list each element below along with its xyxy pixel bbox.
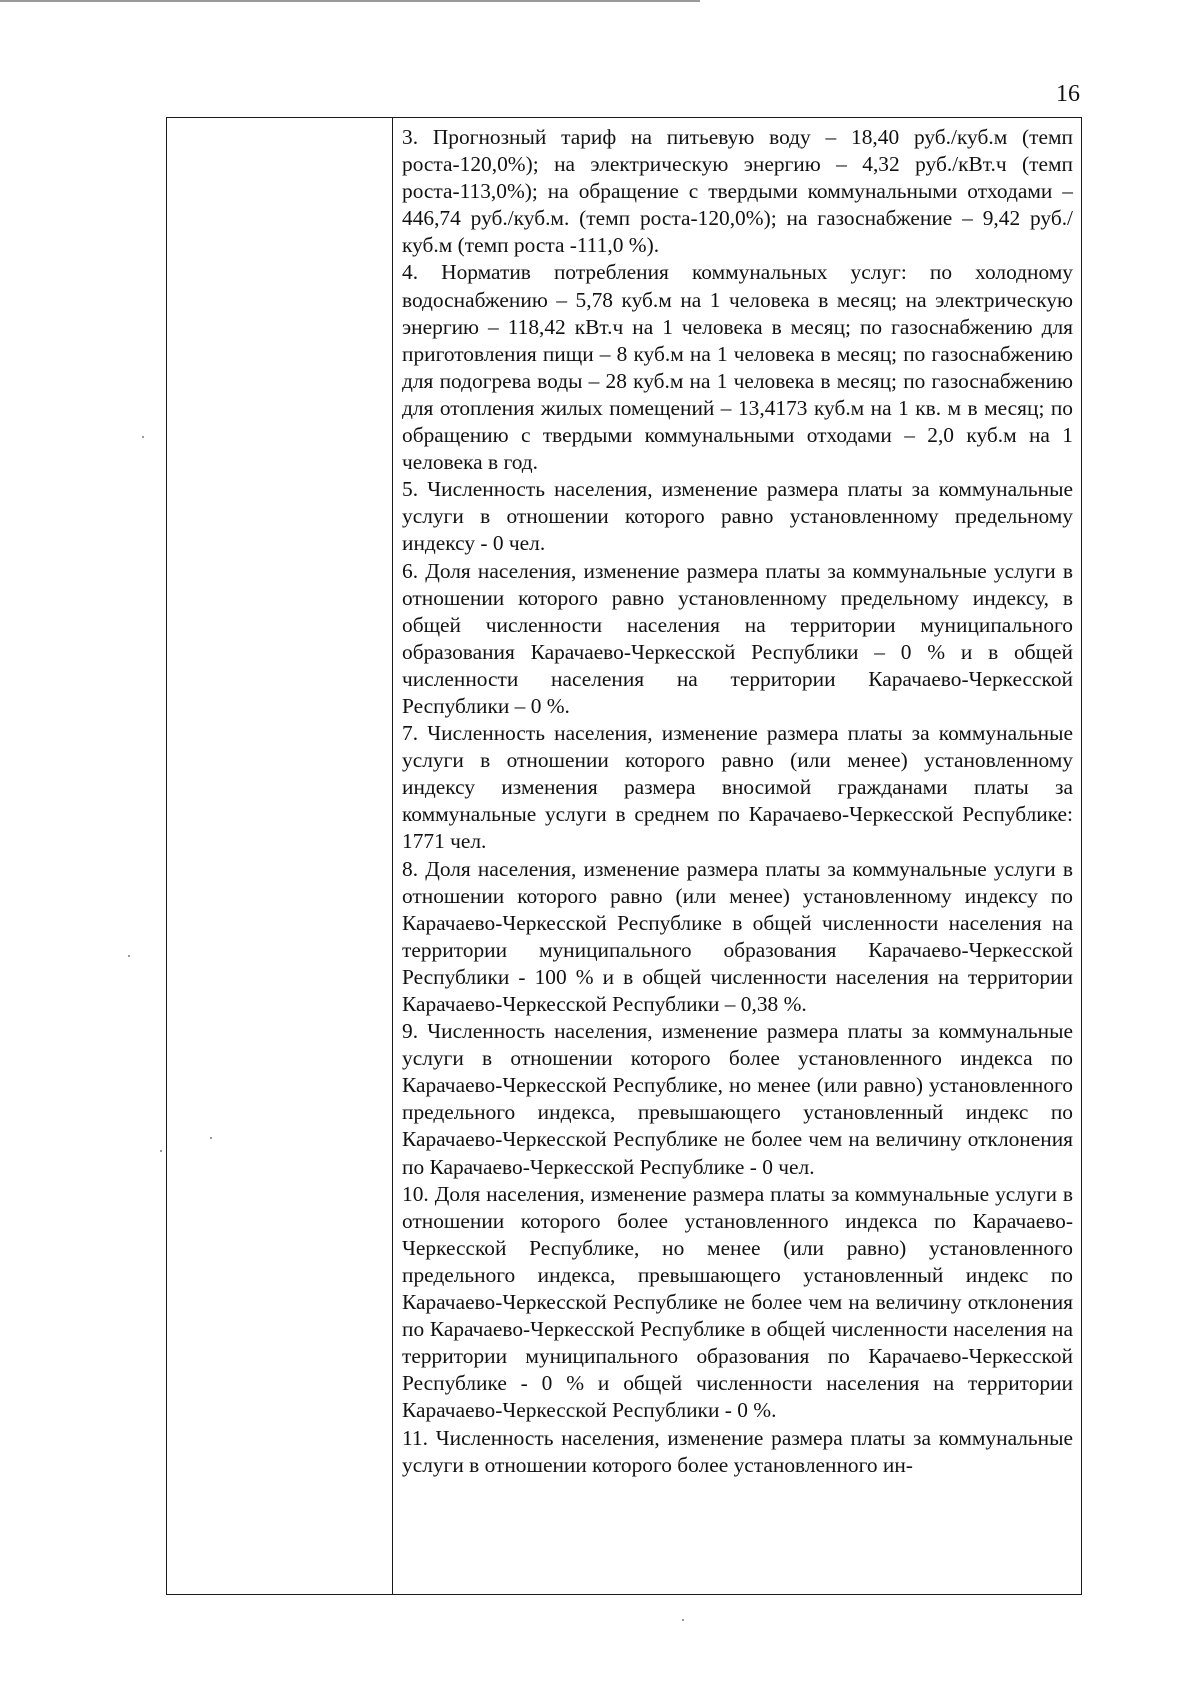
paragraph-item-8: 8. Доля населения, изменение размера платы за коммунальные услуги в отношении которого равно (или менее) установленному индексу по Карачаево-Черкесской Республике в общей численности населения на территории муниципального образования Карачаево-Черкесской Республики - 100 % и в общей численности населения на территории Карачаево-Черкесской Республики – 0,38 %.	[402, 856, 1073, 1016]
content-cell	[393, 118, 1082, 1595]
left-empty-cell	[167, 118, 393, 1595]
scan-speck	[210, 1137, 212, 1139]
page-number: 16	[1056, 81, 1080, 107]
paragraph-item-10: 10. Доля населения, изменение размера платы за коммунальные услуги в отношении которого более установленного индекса по Карачаево-Черкесской Республике, но менее (или равно) установленного предельного индекса, превышающего установленный индекс по Карачаево-Черкесской Республике не более чем на величину отклонения по Карачаево-Черкесской Республике в общей численности населения на территории муниципального образования по Карачаево-Черкесской Республике - 0 % и общей численности населения на территории Карачаево-Черкесской Республики - 0 %.	[402, 1181, 1073, 1423]
paragraph-item-6: 6. Доля населения, изменение размера платы за коммунальные услуги в отношении которого равно установленному предельному индексу, в общей численности населения на территории муниципального образования Карачаево-Черкесской Республики – 0 % и в общей численности населения на территории Карачаево-Черкесской Республики – 0 %.	[402, 558, 1073, 718]
scan-speck	[142, 436, 144, 438]
paragraph-item-4: 4. Норматив потребления коммунальных услуг: по холодному водоснабжению – 5,78 куб.м на 1 человека в месяц; на электрическую энергию – 118,42 кВт.ч на 1 человека в месяц; по газоснабжению для приготовления пищи – 8 куб.м на 1 человека в месяц; по газоснабжению для подогрева воды – 28 куб.м на 1 человека в месяц; по газоснабжению для отопления жилых помещений – 13,4173 куб.м на 1 кв. м в месяц; по обращению с твердыми коммунальными отходами – 2,0 куб.м на 1 человека в год.	[402, 260, 1073, 475]
table-row	[167, 118, 1082, 1595]
scan-speck	[128, 955, 130, 957]
scan-speck	[682, 1619, 684, 1621]
paragraph-item-3: 3. Прогнозный тариф на питьевую воду – 18,40 руб./куб.м (темп роста-120,0%); на электрическую энергию – 4,32 руб./кВт.ч (темп роста-113,0%); на обращение с твердыми коммунальными отходами – 446,74 руб./куб.м. (темп роста-120,0%); на газоснабжение – 9,42 руб./куб.м (темп роста -111,0 %).	[402, 125, 1073, 258]
paragraph-item-5: 5. Численность населения, изменение размера платы за коммунальные услуги в отношении которого равно установленному предельному индексу - 0 чел.	[402, 477, 1073, 556]
scan-top-rule	[0, 0, 700, 2]
paragraph-item-11: 11. Численность населения, изменение размера платы за коммунальные услуги в отношении которого более установленного ин-	[402, 1425, 1073, 1477]
paragraph-item-9: 9. Численность населения, изменение размера платы за коммунальные услуги в отношении которого более установленного индекса по Карачаево-Черкесской Республике, но менее (или равно) установленного предельного индекса, превышающего установленный индекс по Карачаево-Черкесской Республике не более чем на величину отклонения по Карачаево-Черкесской Республике - 0 чел.	[402, 1019, 1073, 1179]
document-table	[166, 117, 1082, 1595]
scan-speck	[160, 1150, 162, 1152]
paragraph-item-7: 7. Численность населения, изменение размера платы за коммунальные услуги в отношении которого равно (или менее) установленному индексу изменения размера вносимой гражданами платы за коммунальные услуги в среднем по Карачаево-Черкесской Республике: 1771 чел.	[402, 721, 1073, 854]
